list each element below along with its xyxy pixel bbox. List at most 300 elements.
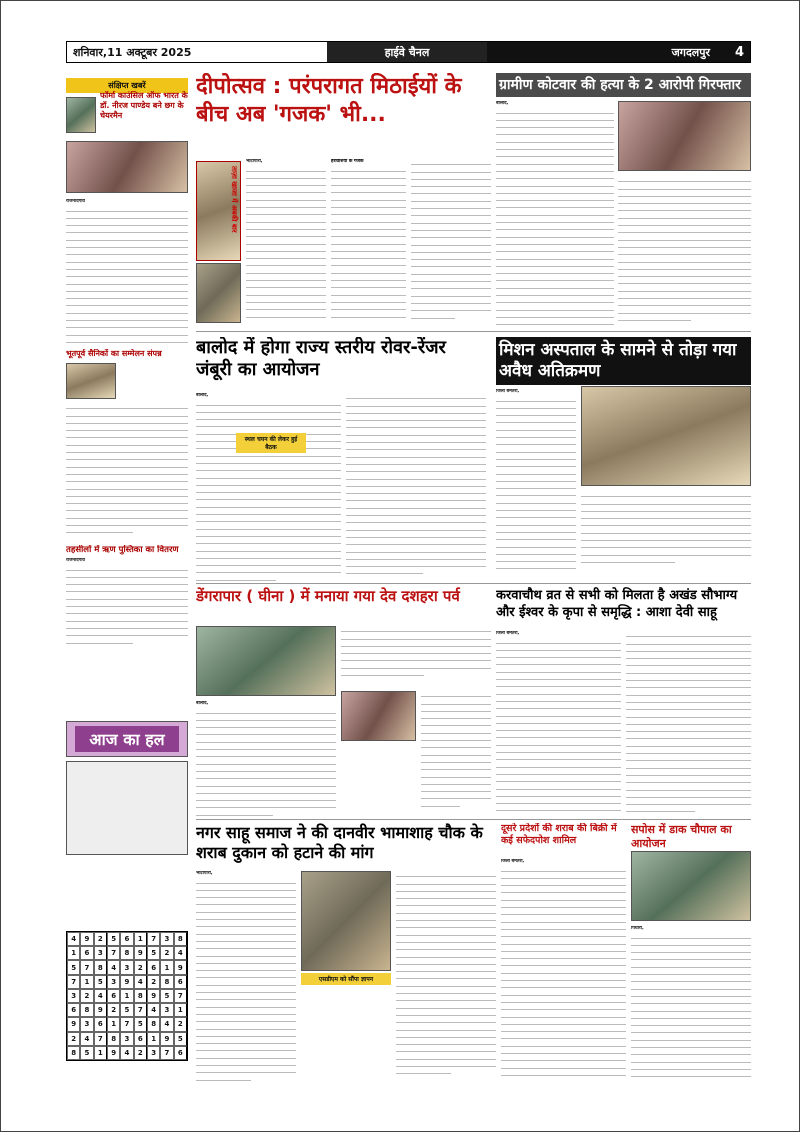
sudoku-cell: 4 <box>160 1017 173 1031</box>
text-line <box>411 283 491 289</box>
text-line <box>501 865 626 871</box>
text-line <box>496 417 576 423</box>
brief-text: राजनांदगांव <box>66 199 188 347</box>
text-line <box>421 764 491 770</box>
text-line <box>66 572 188 578</box>
text-line <box>496 556 576 562</box>
text-line <box>501 975 626 981</box>
text-line <box>618 264 751 270</box>
text-line <box>496 754 621 760</box>
sudoku-cell: 1 <box>160 960 173 974</box>
text-line <box>501 1040 626 1046</box>
text-line <box>331 297 406 303</box>
text-line <box>196 560 341 566</box>
text-line <box>66 637 133 643</box>
text-line <box>496 476 576 482</box>
text-line <box>421 757 491 763</box>
text-line <box>331 311 406 317</box>
text-line <box>396 886 496 892</box>
text-line <box>626 733 751 739</box>
text-line <box>66 520 188 526</box>
text-line <box>331 231 406 237</box>
text-line <box>346 444 486 450</box>
sudoku-cell: 7 <box>94 1032 107 1046</box>
text-line <box>341 655 491 661</box>
text-line <box>346 415 486 421</box>
text-line <box>66 593 188 599</box>
jamboree-title: बालोद में होगा राज्य स्तरीय रोवर-रेंजर जंबूरी का आयोजन <box>196 337 446 380</box>
text-line <box>196 751 336 757</box>
text-line <box>631 961 751 967</box>
text-line <box>196 501 341 507</box>
page-number: 4 <box>734 44 744 60</box>
text-line <box>196 943 296 949</box>
soldiers-photo <box>66 363 116 399</box>
text-line <box>346 437 486 443</box>
sudoku-cell: 9 <box>94 1003 107 1017</box>
text-line <box>496 497 576 503</box>
sudoku-cell: 6 <box>67 1003 80 1017</box>
text-line <box>626 770 751 776</box>
text-line <box>618 183 751 189</box>
text-line <box>66 469 188 475</box>
text-line <box>626 667 751 673</box>
text-line <box>246 238 326 244</box>
text-line <box>496 166 614 172</box>
text-line <box>66 461 188 467</box>
text-line <box>618 205 751 211</box>
text-line <box>496 275 614 281</box>
text-line <box>496 725 621 731</box>
arrest-title: ग्रामीण कोटवार की हत्या के 2 आरोपी गिरफ्तार <box>496 73 751 97</box>
text-line <box>196 795 336 801</box>
text-line <box>501 894 626 900</box>
sudoku-cell: 6 <box>107 989 120 1003</box>
text-line <box>246 304 326 310</box>
text-line <box>496 483 576 489</box>
text-line <box>496 769 621 775</box>
text-line <box>421 727 491 733</box>
text-line <box>396 929 496 935</box>
text-line <box>581 527 751 533</box>
text-line <box>496 253 614 259</box>
text-line <box>631 1020 751 1026</box>
jamboree-label: स्थल चयन की लेकर हुई बैठक <box>236 433 306 453</box>
text-line <box>196 399 341 405</box>
brief-photo <box>66 141 188 193</box>
text-line <box>496 688 621 694</box>
text-line <box>331 173 406 179</box>
divider <box>196 819 751 820</box>
text-line <box>346 466 486 472</box>
text-line <box>626 799 751 805</box>
text-line <box>496 637 621 643</box>
sudoku-cell: 6 <box>80 946 93 960</box>
text-line <box>411 239 491 245</box>
text-line <box>196 950 296 956</box>
text-line <box>581 520 751 526</box>
text-line <box>396 1046 496 1052</box>
brief-column <box>66 73 188 646</box>
text-line <box>496 122 614 128</box>
text-line <box>581 498 751 504</box>
text-line <box>631 1056 751 1062</box>
text-line <box>66 483 188 489</box>
text-line <box>581 535 751 541</box>
sudoku-cell: 4 <box>67 932 80 946</box>
text-line <box>496 541 576 547</box>
text-line <box>501 1033 626 1039</box>
text-line <box>246 282 326 288</box>
text-line <box>501 989 626 995</box>
text-line <box>196 958 296 964</box>
text-line <box>496 202 614 208</box>
text-line <box>496 805 621 811</box>
text-line <box>496 519 576 525</box>
text-line <box>496 461 576 467</box>
dussehra-header <box>196 587 491 606</box>
text-line <box>396 878 496 884</box>
text-line <box>196 921 296 927</box>
text-line <box>246 224 326 230</box>
text-line <box>618 212 751 218</box>
text-line <box>396 980 496 986</box>
text-line <box>331 304 406 310</box>
text-line <box>618 293 751 299</box>
brief-headline-2: भूतपूर्व सैनिकों का सम्मेलन संपन्न <box>66 349 162 358</box>
text-line <box>331 246 406 252</box>
text-line <box>626 638 751 644</box>
sudoku-cell: 1 <box>120 989 133 1003</box>
text-line <box>501 946 626 952</box>
sudoku-cell: 9 <box>107 1046 120 1060</box>
dak-col: पिथौरा, <box>631 926 751 1081</box>
text-line <box>618 256 751 262</box>
sudoku-cell: 5 <box>94 975 107 989</box>
text-line <box>501 967 626 973</box>
text-line <box>581 506 751 512</box>
text-line <box>496 454 576 460</box>
text-line <box>631 947 751 953</box>
text-line <box>631 954 751 960</box>
text-line <box>196 480 341 486</box>
text-line <box>196 802 336 808</box>
text-line <box>246 297 326 303</box>
text-line <box>196 780 336 786</box>
text-line <box>396 1061 496 1067</box>
text-line <box>411 232 491 238</box>
text-line <box>66 623 188 629</box>
text-line <box>501 997 626 1003</box>
text-line <box>331 180 406 186</box>
gajak-label: ताज़ा खाजा में अबकी बार <box>230 166 238 233</box>
text-line <box>66 403 188 409</box>
text-line <box>411 203 491 209</box>
text-line <box>346 473 486 479</box>
text-line <box>396 1053 496 1059</box>
text-line <box>346 554 486 560</box>
sudoku-cell: 6 <box>120 932 133 946</box>
text-line <box>496 129 614 135</box>
text-line <box>496 115 614 121</box>
text-line <box>246 194 326 200</box>
text-line <box>626 675 751 681</box>
text-line <box>331 289 406 295</box>
text-line <box>196 421 341 427</box>
text-line <box>66 579 188 585</box>
text-line <box>626 719 751 725</box>
text-line <box>496 718 621 724</box>
text-line <box>496 217 614 223</box>
text-line <box>496 424 576 430</box>
text-line <box>421 735 491 741</box>
text-line <box>626 660 751 666</box>
text-line <box>246 209 326 215</box>
brief-title: संक्षिप्त खबरें <box>66 78 188 93</box>
sudoku-cell: 9 <box>134 946 147 960</box>
text-line <box>496 319 614 325</box>
text-line <box>246 187 326 193</box>
text-line <box>496 410 576 416</box>
city-name: जगदलपुर <box>487 42 750 62</box>
text-line <box>631 1034 751 1040</box>
text-line <box>421 720 491 726</box>
sudoku-cell: 3 <box>94 946 107 960</box>
text-line <box>246 275 326 281</box>
text-line <box>196 1009 296 1015</box>
samaj-header <box>196 823 496 863</box>
text-line <box>396 1010 496 1016</box>
text-line <box>496 282 614 288</box>
text-line <box>246 319 290 324</box>
text-line <box>341 626 491 632</box>
text-line <box>496 224 614 230</box>
text-line <box>66 300 188 306</box>
text-line <box>66 615 188 621</box>
text-line <box>496 403 576 409</box>
text-line <box>346 400 486 406</box>
text-line <box>246 173 326 179</box>
sweets-col-2: हरीवंशियों के गजक <box>331 159 406 324</box>
text-line <box>396 1039 496 1045</box>
sudoku-cell: 3 <box>160 932 173 946</box>
text-line <box>396 959 496 965</box>
text-line <box>496 158 614 164</box>
text-line <box>396 995 496 1001</box>
sudoku-cell: 6 <box>147 960 160 974</box>
text-line <box>346 393 486 399</box>
text-line <box>66 586 188 592</box>
text-line <box>411 159 491 165</box>
sudoku-cell: 7 <box>174 989 187 1003</box>
text-line <box>196 788 336 794</box>
sudoku-cell: 2 <box>134 1046 147 1060</box>
text-line <box>196 509 341 515</box>
text-line <box>341 648 491 654</box>
text-line <box>346 532 486 538</box>
sudoku-cell: 8 <box>80 1003 93 1017</box>
sudoku-cell: 5 <box>80 1046 93 1060</box>
sudoku-cell: 2 <box>160 946 173 960</box>
text-line <box>196 1067 296 1073</box>
text-line <box>66 249 188 255</box>
horoscope-box <box>66 721 188 757</box>
samaj-photo <box>301 871 391 971</box>
divider <box>196 583 751 584</box>
text-line <box>501 887 626 893</box>
text-line <box>66 447 188 453</box>
text-line <box>66 242 188 248</box>
text-line <box>66 205 188 211</box>
text-line <box>196 885 296 891</box>
text-line <box>66 256 188 262</box>
text-line <box>496 304 614 310</box>
text-line <box>196 965 296 971</box>
liquor-col: जिला बेमेतरा, <box>501 859 626 1081</box>
text-line <box>196 472 341 478</box>
text-line <box>196 758 336 764</box>
text-line <box>346 524 486 530</box>
text-line <box>66 454 188 460</box>
sudoku-cell: 2 <box>147 975 160 989</box>
text-line <box>66 220 188 226</box>
text-line <box>196 1074 251 1080</box>
sudoku-cell: 2 <box>134 960 147 974</box>
text-line <box>246 267 326 273</box>
text-line <box>421 800 460 806</box>
text-line <box>196 538 341 544</box>
text-line <box>618 300 751 306</box>
sudoku-cell: 5 <box>147 946 160 960</box>
dussehra-photo-2 <box>341 691 416 741</box>
text-line <box>411 166 491 172</box>
text-line <box>581 513 751 519</box>
text-line <box>496 710 621 716</box>
text-line <box>346 517 486 523</box>
brief-headline-3: तहसीलों में ऋण पुस्तिका का वितरण <box>66 545 179 555</box>
text-line <box>501 1011 626 1017</box>
text-line <box>396 1068 451 1074</box>
text-line <box>618 191 751 197</box>
samaj-label: एसडीएम को सौंपा ज्ञापन <box>301 973 391 985</box>
text-line <box>196 523 341 529</box>
sudoku-cell: 4 <box>107 960 120 974</box>
text-line <box>396 871 496 877</box>
text-line <box>396 900 496 906</box>
sudoku-cell: 7 <box>160 1046 173 1060</box>
text-line <box>331 216 406 222</box>
text-line <box>396 915 496 921</box>
jamboree-col-1: बालोद, <box>196 393 341 581</box>
text-line <box>331 202 406 208</box>
karwa-title: करवाचौथ व्रत से सभी को मिलता है अखंड सौभाग्य और ईश्वर के कृपा से समृद्धि : आशा देवी साहू <box>496 588 738 620</box>
text-line <box>631 1071 751 1077</box>
text-line <box>196 465 341 471</box>
text-line <box>618 242 751 248</box>
text-line <box>196 928 296 934</box>
text-line <box>618 176 751 182</box>
dussehra-title: डेंगरापार ( घीना ) में मनाया गया देव दशहरा पर्व <box>196 587 460 605</box>
text-line <box>346 459 486 465</box>
divider <box>196 331 751 332</box>
sudoku-cell: 6 <box>94 1017 107 1031</box>
text-line <box>341 670 424 676</box>
sweets-title: दीपोत्सव : परंपरागत मिठाईयों के बीच अब 'गजक' भी... <box>196 74 462 127</box>
text-line <box>196 531 341 537</box>
text-line <box>346 495 486 501</box>
text-line <box>396 922 496 928</box>
sudoku-cell: 8 <box>134 989 147 1003</box>
text-line <box>331 209 406 215</box>
text-line <box>346 451 486 457</box>
sudoku-cell: 5 <box>134 1017 147 1031</box>
sudoku-cell: 2 <box>174 1017 187 1031</box>
text-line <box>196 487 341 493</box>
text-line <box>396 1017 496 1023</box>
text-line <box>421 786 491 792</box>
text-line <box>618 271 751 277</box>
text-line <box>246 289 326 295</box>
text-line <box>618 307 751 313</box>
sudoku-cell: 8 <box>120 946 133 960</box>
text-line <box>496 188 614 194</box>
sudoku-cell: 6 <box>174 1046 187 1060</box>
text-line <box>411 298 491 304</box>
sudoku-cell: 8 <box>94 960 107 974</box>
text-line <box>496 666 621 672</box>
text-line <box>618 249 751 255</box>
sudoku-cell: 8 <box>67 1046 80 1060</box>
encroach-title: मिशन अस्पताल के सामने से तोड़ा गया अवैध अतिक्रमण <box>496 337 751 385</box>
sudoku-cell: 9 <box>67 1017 80 1031</box>
text-line <box>196 1038 296 1044</box>
text-line <box>66 329 188 335</box>
text-line <box>196 877 296 883</box>
sweets-header <box>196 73 486 153</box>
text-line <box>246 311 326 317</box>
text-line <box>496 297 614 303</box>
dussehra-photo-1 <box>196 626 336 696</box>
text-line <box>631 1013 751 1019</box>
sudoku-cell: 9 <box>160 1032 173 1046</box>
text-line <box>421 706 491 712</box>
text-line <box>496 195 614 201</box>
text-line <box>626 806 695 812</box>
text-line <box>66 608 188 614</box>
dussehra-col-1: बालोद, <box>196 701 336 816</box>
text-line <box>196 494 341 500</box>
text-line <box>501 1077 570 1081</box>
text-line <box>346 429 486 435</box>
sudoku-cell: 1 <box>174 1003 187 1017</box>
text-line <box>501 916 626 922</box>
arrest-col-2 <box>618 176 751 326</box>
text-line <box>66 432 188 438</box>
text-line <box>581 549 751 555</box>
text-line <box>496 268 614 274</box>
text-line <box>396 1002 496 1008</box>
sudoku-cell: 6 <box>134 1032 147 1046</box>
text-line <box>496 659 621 665</box>
sudoku-cell: 8 <box>160 975 173 989</box>
sudoku-cell: 4 <box>147 1003 160 1017</box>
text-line <box>626 755 751 761</box>
text-line <box>501 880 626 886</box>
sudoku-cell: 7 <box>107 946 120 960</box>
text-line <box>501 1004 626 1010</box>
text-line <box>66 505 188 511</box>
text-line <box>196 567 341 573</box>
